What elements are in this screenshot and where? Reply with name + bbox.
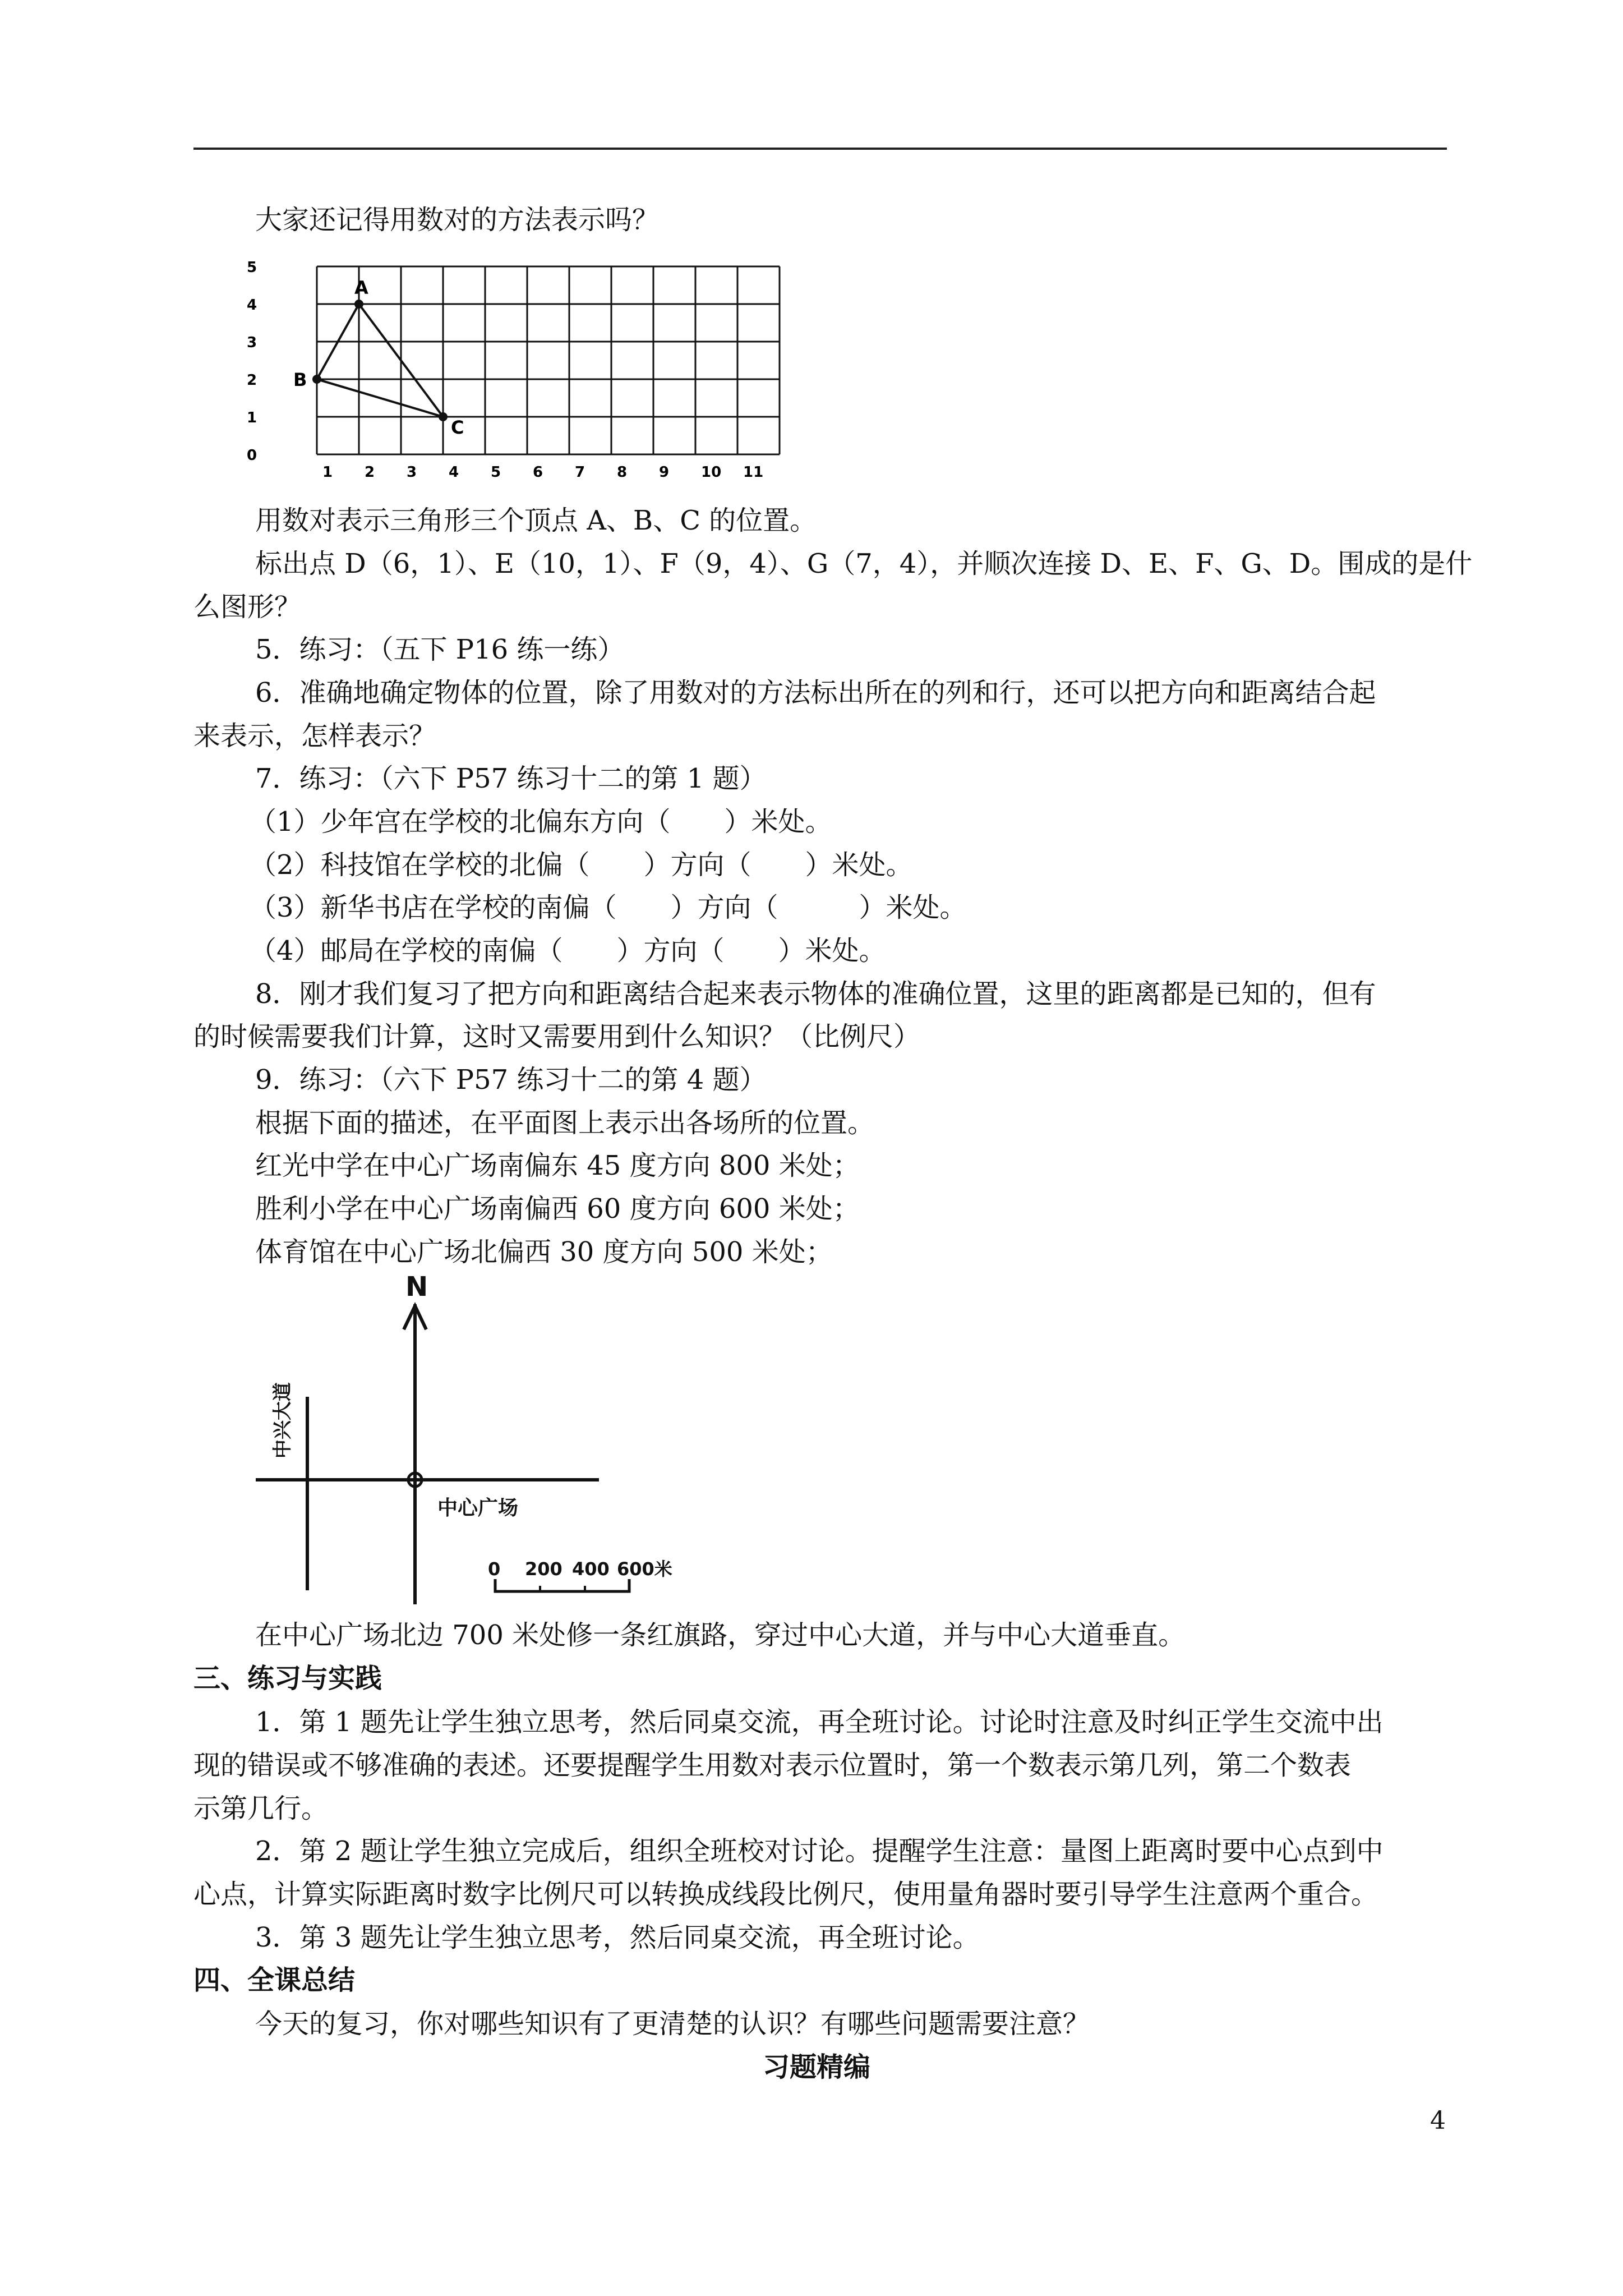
x-tick-label: 6: [533, 464, 543, 481]
vertex-label-a: A: [354, 277, 368, 298]
scale-label: 0: [488, 1558, 501, 1580]
page-number: 4: [1430, 2106, 1446, 2135]
scale-bar: [495, 1579, 629, 1591]
x-tick-label: 11: [743, 464, 764, 481]
x-tick-label: 4: [449, 464, 459, 481]
line-13: 的时候需要我们计算，这时又需要用到什么知识？（比例尺）: [193, 1021, 921, 1052]
zhongxing-avenue-label: 中兴大道: [271, 1382, 294, 1458]
x-tick-label: 8: [617, 464, 628, 481]
scale-label: 200: [525, 1558, 562, 1580]
section-4-heading: 四、全课总结: [193, 1964, 356, 1996]
vertex-a: [354, 300, 363, 309]
line-12: 8．刚才我们复习了把方向和距离结合起来表示物体的准确位置，这里的距离都是已知的，但有: [255, 978, 1376, 1010]
triangle-abc: [293, 277, 464, 438]
line-8: （1）少年宫在学校的北偏东方向（ ）米处。: [250, 806, 832, 838]
line-15: 根据下面的描述，在平面图上表示出各场所的位置。: [255, 1107, 875, 1139]
coordinate-grid-figure: [236, 255, 764, 485]
line-7: 7．练习：（六下 P57 练习十二的第 1 题）: [255, 763, 767, 794]
north-label: N: [405, 1271, 428, 1303]
scale-label: 600米: [617, 1558, 672, 1580]
x-tick-label: 1: [322, 464, 333, 481]
y-tick-label: 5: [247, 259, 257, 276]
y-tick-labels: [247, 259, 257, 464]
vertex-label-b: B: [293, 369, 307, 390]
x-tick-label: 3: [407, 464, 417, 481]
x-tick-labels: [322, 464, 763, 481]
y-tick-label: 4: [247, 297, 257, 314]
vertex-label-c: C: [451, 417, 464, 438]
vertex-b: [312, 375, 321, 384]
line-14: 9．练习：（六下 P57 练习十二的第 4 题）: [255, 1064, 767, 1096]
line-16: 红光中学在中心广场南偏东 45 度方向 800 米处；: [255, 1150, 860, 1181]
x-tick-label: 9: [659, 464, 670, 481]
line-6: 来表示，怎样表示？: [193, 720, 436, 752]
section-3-heading: 三、练习与实践: [193, 1663, 382, 1694]
line-11: （4）邮局在学校的南偏（ ）方向（ ）米处。: [250, 935, 886, 967]
center-plaza-label: 中心广场: [437, 1497, 519, 1520]
line-9: （2）科技馆在学校的北偏（ ）方向（ ）米处。: [250, 849, 913, 881]
line-4: 5．练习：（五下 P16 练一练）: [255, 634, 625, 665]
y-tick-label: 1: [247, 409, 257, 426]
y-tick-label: 0: [247, 447, 257, 464]
x-tick-label: 5: [491, 464, 501, 481]
line-2: 标出点 D（6，1）、E（10，1）、F（9，4）、G（7，4），并顺次连接 D、E、F、G、D。围成的是什: [255, 548, 1473, 579]
section-3-p3: 3．第 3 题先让学生独立思考，然后同桌交流，再全班讨论。: [255, 1922, 980, 1953]
section-3-p2b: 心点，计算实际距离时数字比例尺可以转换成线段比例尺，使用量角器时要引导学生注意两个重合。: [193, 1879, 1378, 1910]
line-5: 6．准确地确定物体的位置，除了用数对的方法标出所在的列和行，还可以把方向和距离结合起: [255, 677, 1376, 708]
x-tick-label: 10: [701, 464, 722, 481]
section-3-p1b: 现的错误或不够准确的表述。还要提醒学生用数对表示位置时，第一个数表示第几列，第二个数表: [193, 1750, 1352, 1781]
line-10: （3）新华书店在学校的南偏（ ）方向（ ）米处。: [250, 892, 967, 923]
scale-label: 400: [572, 1558, 610, 1580]
after-map-text: 在中心广场北边 700 米处修一条红旗路，穿过中心大道，并与中心大道垂直。: [255, 1619, 1186, 1651]
y-tick-label: 2: [247, 372, 257, 389]
section-4-p1: 今天的复习，你对哪些知识有了更清楚的认识？有哪些问题需要注意？: [255, 2008, 1090, 2040]
line-3: 么图形？: [193, 591, 302, 623]
line-17: 胜利小学在中心广场南偏西 60 度方向 600 米处；: [255, 1193, 860, 1225]
section-3-p1c: 示第几行。: [193, 1793, 329, 1824]
header-rule: [193, 148, 1447, 150]
x-tick-label: 7: [575, 464, 585, 481]
exercise-title: 习题精编: [763, 2051, 871, 2083]
map-figure: [247, 1273, 751, 1610]
triangle-outline: [317, 304, 443, 417]
line-18: 体育馆在中心广场北偏西 30 度方向 500 米处；: [255, 1236, 833, 1268]
section-3-p2a: 2．第 2 题让学生独立完成后，组织全班校对讨论。提醒学生注意：量图上距离时要中心点到中: [255, 1835, 1384, 1867]
grid-lines: [317, 266, 780, 454]
line-1: 用数对表示三角形三个顶点 A、B、C 的位置。: [255, 505, 817, 536]
y-tick-label: 3: [247, 334, 257, 351]
x-tick-label: 2: [365, 464, 375, 481]
intro-text: 大家还记得用数对的方法表示吗？: [255, 204, 660, 236]
vertex-c: [439, 412, 448, 421]
section-3-p1a: 1．第 1 题先让学生独立思考，然后同桌交流，再全班讨论。讨论时注意及时纠正学生交流中出: [255, 1706, 1384, 1738]
